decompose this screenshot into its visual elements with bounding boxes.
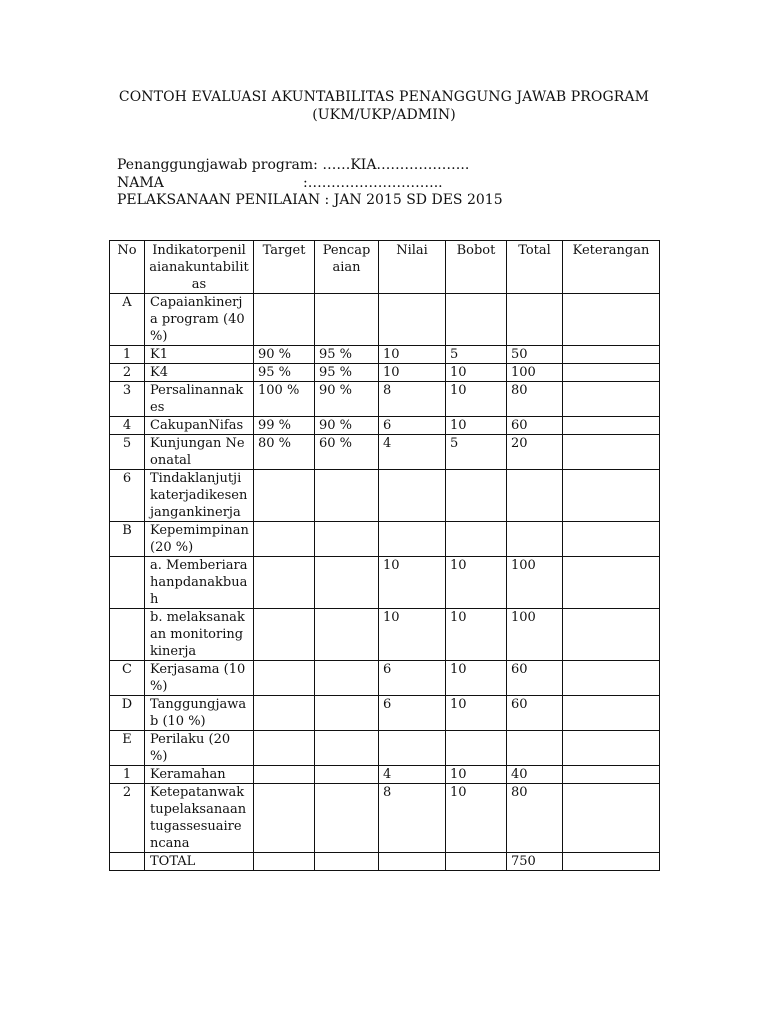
cell-total: 40	[507, 766, 563, 784]
cell-nilai	[379, 853, 446, 871]
cell-no: 2	[110, 784, 145, 853]
cell-no	[110, 853, 145, 871]
cell-pencapaian	[315, 522, 379, 557]
cell-target: 95 %	[254, 364, 315, 382]
cell-keterangan	[563, 661, 660, 696]
cell-indikator: Persalinannakes	[145, 382, 254, 417]
cell-indikator: TOTAL	[145, 853, 254, 871]
cell-pencapaian: 60 %	[315, 435, 379, 470]
cell-no: C	[110, 661, 145, 696]
cell-keterangan	[563, 435, 660, 470]
table-row	[110, 784, 660, 853]
cell-total	[507, 470, 563, 522]
table-row	[110, 364, 660, 382]
cell-nilai	[379, 731, 446, 766]
pj-program-line: Penanggungjawab program: ……KIA………………..	[117, 157, 470, 173]
pelaksanaan-line: PELAKSANAAN PENILAIAN : JAN 2015 SD DES 2015	[117, 192, 503, 208]
cell-indikator: Kerjasama (10 %)	[145, 661, 254, 696]
cell-keterangan	[563, 470, 660, 522]
document-subtitle: (UKM/UKP/ADMIN)	[312, 107, 456, 123]
table-body	[110, 294, 660, 871]
cell-pencapaian: 95 %	[315, 364, 379, 382]
cell-keterangan	[563, 382, 660, 417]
cell-pencapaian	[315, 696, 379, 731]
cell-indikator: Perilaku (20 %)	[145, 731, 254, 766]
cell-no: D	[110, 696, 145, 731]
cell-keterangan	[563, 609, 660, 661]
cell-nilai: 4	[379, 435, 446, 470]
cell-total: 750	[507, 853, 563, 871]
cell-keterangan	[563, 364, 660, 382]
cell-bobot	[446, 470, 507, 522]
cell-pencapaian	[315, 731, 379, 766]
cell-keterangan	[563, 522, 660, 557]
cell-nilai	[379, 522, 446, 557]
cell-keterangan	[563, 766, 660, 784]
nama-line	[117, 174, 443, 192]
cell-total: 60	[507, 417, 563, 435]
cell-pencapaian	[315, 784, 379, 853]
cell-target	[254, 766, 315, 784]
header-cell: Target	[254, 241, 315, 294]
cell-keterangan	[563, 557, 660, 609]
cell-bobot	[446, 731, 507, 766]
cell-bobot	[446, 522, 507, 557]
cell-pencapaian: 90 %	[315, 382, 379, 417]
cell-no: 2	[110, 364, 145, 382]
cell-keterangan	[563, 784, 660, 853]
header-cell: Total	[507, 241, 563, 294]
header-cell: Pencapaian	[315, 241, 379, 294]
cell-indikator: Kunjungan Neonatal	[145, 435, 254, 470]
cell-nilai	[379, 294, 446, 346]
cell-indikator: a. Memberiarahanpdanakbuah	[145, 557, 254, 609]
cell-nilai: 8	[379, 382, 446, 417]
cell-pencapaian: 95 %	[315, 346, 379, 364]
cell-target: 99 %	[254, 417, 315, 435]
cell-total: 100	[507, 364, 563, 382]
cell-target	[254, 557, 315, 609]
cell-total: 80	[507, 784, 563, 853]
cell-keterangan	[563, 853, 660, 871]
cell-pencapaian	[315, 661, 379, 696]
table-row	[110, 853, 660, 871]
cell-no: 1	[110, 346, 145, 364]
nama-value: :………………………..	[303, 175, 443, 191]
cell-indikator: K1	[145, 346, 254, 364]
cell-total: 60	[507, 696, 563, 731]
cell-target: 90 %	[254, 346, 315, 364]
cell-nilai: 10	[379, 364, 446, 382]
cell-target	[254, 661, 315, 696]
cell-target	[254, 609, 315, 661]
cell-total	[507, 522, 563, 557]
cell-nilai: 10	[379, 609, 446, 661]
table-row	[110, 346, 660, 364]
cell-indikator: Tanggungjawab (10 %)	[145, 696, 254, 731]
cell-target	[254, 470, 315, 522]
cell-target: 80 %	[254, 435, 315, 470]
cell-bobot	[446, 853, 507, 871]
table-row	[110, 766, 660, 784]
cell-target	[254, 696, 315, 731]
cell-nilai: 6	[379, 417, 446, 435]
cell-indikator: CakupanNifas	[145, 417, 254, 435]
cell-indikator: Capaiankinerja program (40 %)	[145, 294, 254, 346]
cell-bobot: 5	[446, 346, 507, 364]
cell-keterangan	[563, 731, 660, 766]
cell-target	[254, 294, 315, 346]
cell-bobot: 10	[446, 696, 507, 731]
header-cell: Keterangan	[563, 241, 660, 294]
cell-no: A	[110, 294, 145, 346]
nama-label: NAMA	[117, 175, 164, 191]
cell-indikator: Tindaklanjutjikaterjadikesenjangankinerja	[145, 470, 254, 522]
cell-pencapaian: 90 %	[315, 417, 379, 435]
cell-pencapaian	[315, 609, 379, 661]
cell-total: 60	[507, 661, 563, 696]
table-row	[110, 470, 660, 522]
cell-no: 1	[110, 766, 145, 784]
cell-nilai: 6	[379, 696, 446, 731]
cell-pencapaian	[315, 853, 379, 871]
cell-bobot: 10	[446, 364, 507, 382]
cell-pencapaian	[315, 766, 379, 784]
cell-indikator: Keramahan	[145, 766, 254, 784]
table-row	[110, 417, 660, 435]
cell-nilai: 10	[379, 557, 446, 609]
cell-indikator: K4	[145, 364, 254, 382]
cell-no: 4	[110, 417, 145, 435]
cell-nilai: 6	[379, 661, 446, 696]
cell-total: 80	[507, 382, 563, 417]
cell-bobot: 10	[446, 609, 507, 661]
cell-total: 100	[507, 557, 563, 609]
header-cell: Bobot	[446, 241, 507, 294]
cell-no: 5	[110, 435, 145, 470]
table-row	[110, 696, 660, 731]
cell-indikator: b. melaksanakan monitoring kinerja	[145, 609, 254, 661]
cell-target	[254, 731, 315, 766]
cell-indikator: Kepemimpinan (20 %)	[145, 522, 254, 557]
cell-target	[254, 784, 315, 853]
table-row	[110, 557, 660, 609]
table-header-row	[110, 241, 660, 294]
cell-total	[507, 731, 563, 766]
cell-keterangan	[563, 417, 660, 435]
cell-pencapaian	[315, 470, 379, 522]
cell-bobot: 10	[446, 661, 507, 696]
table-row	[110, 435, 660, 470]
cell-no: B	[110, 522, 145, 557]
cell-pencapaian	[315, 557, 379, 609]
cell-target	[254, 522, 315, 557]
cell-no: 3	[110, 382, 145, 417]
cell-indikator: Ketepatanwaktupelaksanaantugassesuairencana	[145, 784, 254, 853]
cell-target	[254, 853, 315, 871]
table-row	[110, 522, 660, 557]
evaluation-table	[109, 240, 660, 871]
cell-bobot: 5	[446, 435, 507, 470]
cell-pencapaian	[315, 294, 379, 346]
cell-total: 20	[507, 435, 563, 470]
cell-keterangan	[563, 346, 660, 364]
cell-bobot: 10	[446, 417, 507, 435]
cell-keterangan	[563, 294, 660, 346]
cell-bobot: 10	[446, 382, 507, 417]
cell-no: E	[110, 731, 145, 766]
cell-nilai: 4	[379, 766, 446, 784]
header-cell: Nilai	[379, 241, 446, 294]
table-row	[110, 661, 660, 696]
header-cell: Indikatorpenilaianakuntabilitas	[145, 241, 254, 294]
cell-total: 100	[507, 609, 563, 661]
cell-bobot	[446, 294, 507, 346]
table-row	[110, 294, 660, 346]
cell-nilai: 8	[379, 784, 446, 853]
cell-no	[110, 557, 145, 609]
cell-bobot: 10	[446, 557, 507, 609]
table-row	[110, 609, 660, 661]
cell-target: 100 %	[254, 382, 315, 417]
cell-no	[110, 609, 145, 661]
document-title: CONTOH EVALUASI AKUNTABILITAS PENANGGUNG JAWAB PROGRAM	[118, 89, 650, 105]
cell-bobot: 10	[446, 784, 507, 853]
cell-nilai	[379, 470, 446, 522]
cell-total	[507, 294, 563, 346]
cell-total: 50	[507, 346, 563, 364]
cell-keterangan	[563, 696, 660, 731]
header-cell: No	[110, 241, 145, 294]
cell-nilai: 10	[379, 346, 446, 364]
cell-bobot: 10	[446, 766, 507, 784]
table-row	[110, 731, 660, 766]
cell-no: 6	[110, 470, 145, 522]
table-row	[110, 382, 660, 417]
